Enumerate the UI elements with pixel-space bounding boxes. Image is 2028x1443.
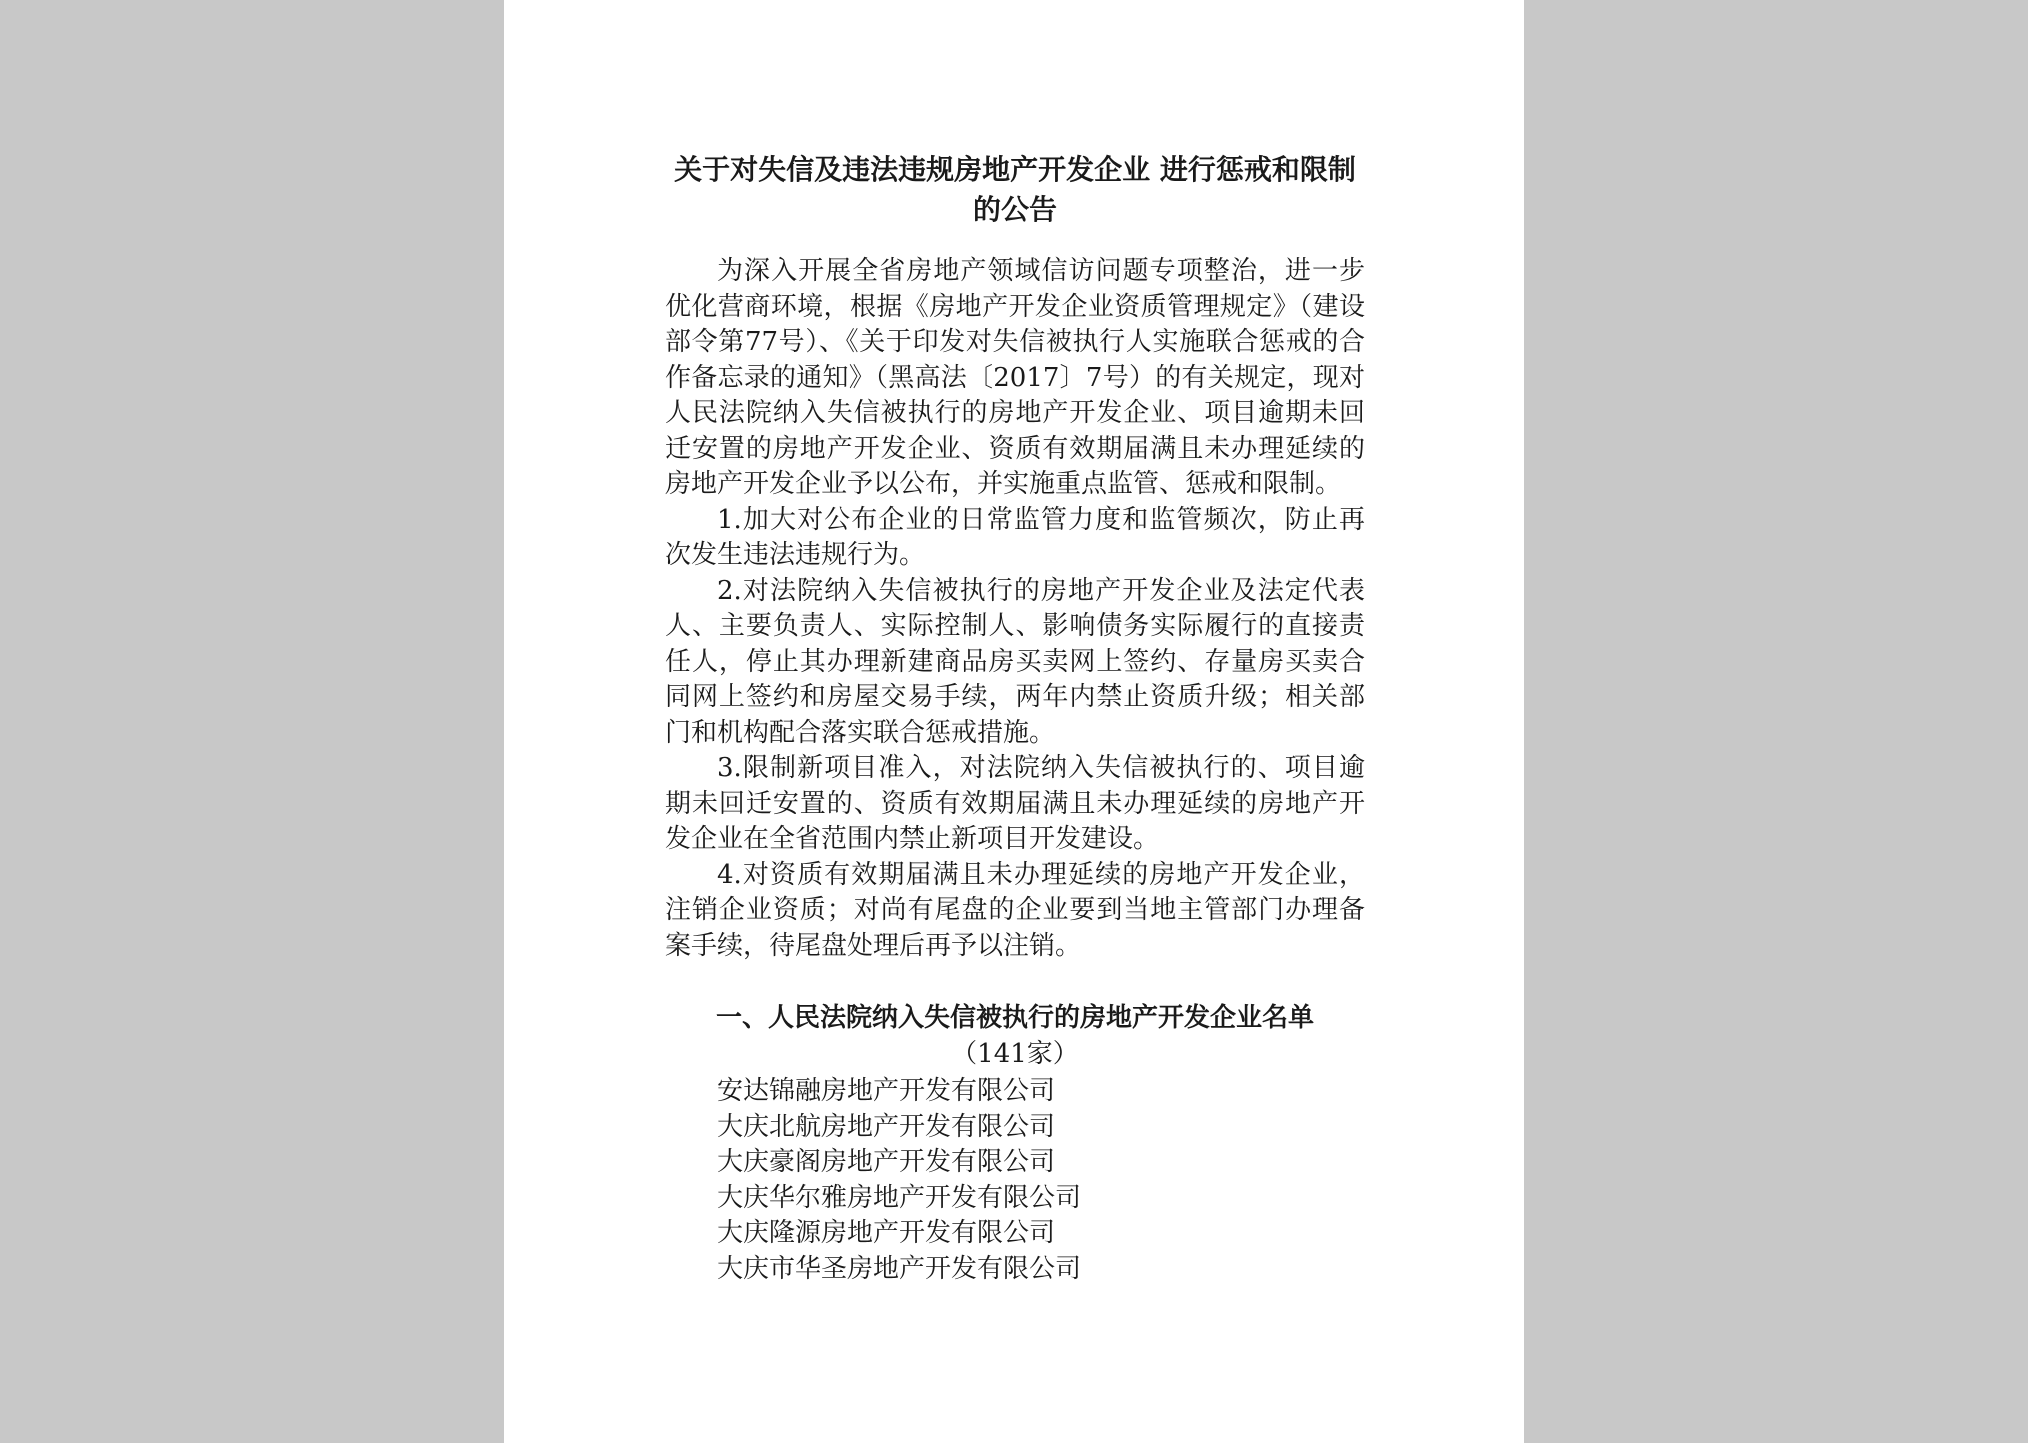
company-item: 大庆豪阁房地产开发有限公司 bbox=[717, 1147, 1056, 1177]
measure-item: 2.对法院纳入失信被执行的房地产开发企业及法定代表人、主要负责人、实际控制人、影响债务实际履行的直接责任人，停止其办理新建商品房买卖网上签约、存量房买卖合同网上签约和房屋交易手续，两年内禁止资质升级；相关部门和机构配合落实联合惩戒措施。 bbox=[665, 575, 1365, 748]
company-item: 大庆北航房地产开发有限公司 bbox=[717, 1111, 1056, 1142]
company-item: 大庆华尔雅房地产开发有限公司 bbox=[717, 1182, 1082, 1213]
measure-item: 4.对资质有效期届满且未办理延续的房地产开发企业，注销企业资质；对尚有尾盘的企业要到当地主管部门办理备案手续，待尾盘处理后再予以注销。 bbox=[665, 859, 1365, 961]
company-item: 安达锦融房地产开发有限公司 bbox=[717, 1076, 1056, 1106]
measure-item: 1.加大对公布企业的日常监管力度和监管频次，防止再次发生违法违规行为。 bbox=[665, 504, 1365, 570]
document-page bbox=[504, 0, 1524, 1443]
page-content bbox=[665, 150, 1365, 1287]
document-title: 关于对失信及违法违规房地产开发企业 进行惩戒和限制的公告 bbox=[674, 153, 1356, 226]
section-count: （141家） bbox=[951, 1039, 1079, 1069]
measure-item: 3.限制新项目准入，对法院纳入失信被执行的、项目逾期未回迁安置的、资质有效期届满且未办理延续的房地产开发企业在全省范围内禁止新项目开发建设。 bbox=[665, 753, 1365, 854]
section-heading: 一、人民法院纳入失信被执行的房地产开发企业名单 bbox=[715, 1003, 1314, 1033]
company-list bbox=[665, 1074, 1365, 1287]
company-item: 大庆隆源房地产开发有限公司 bbox=[717, 1218, 1056, 1248]
intro-paragraph: 为深入开展全省房地产领域信访问题专项整治，进一步优化营商环境，根据《房地产开发企业资质管理规定》（建设部令第77号）、《关于印发对失信被执行人实施联合惩戒的合作备忘录的通知》（黑高法〔2017〕7号）的有关规定，现对人民法院纳入失信被执行的房地产开发企业、项目逾期未回迁安置的房地产开发企业、资质有效期届满且未办理延续的房地产开发企业予以公布，并实施重点监管、惩戒和限制。 bbox=[665, 256, 1365, 499]
company-item: 大庆市华圣房地产开发有限公司 bbox=[717, 1253, 1082, 1284]
